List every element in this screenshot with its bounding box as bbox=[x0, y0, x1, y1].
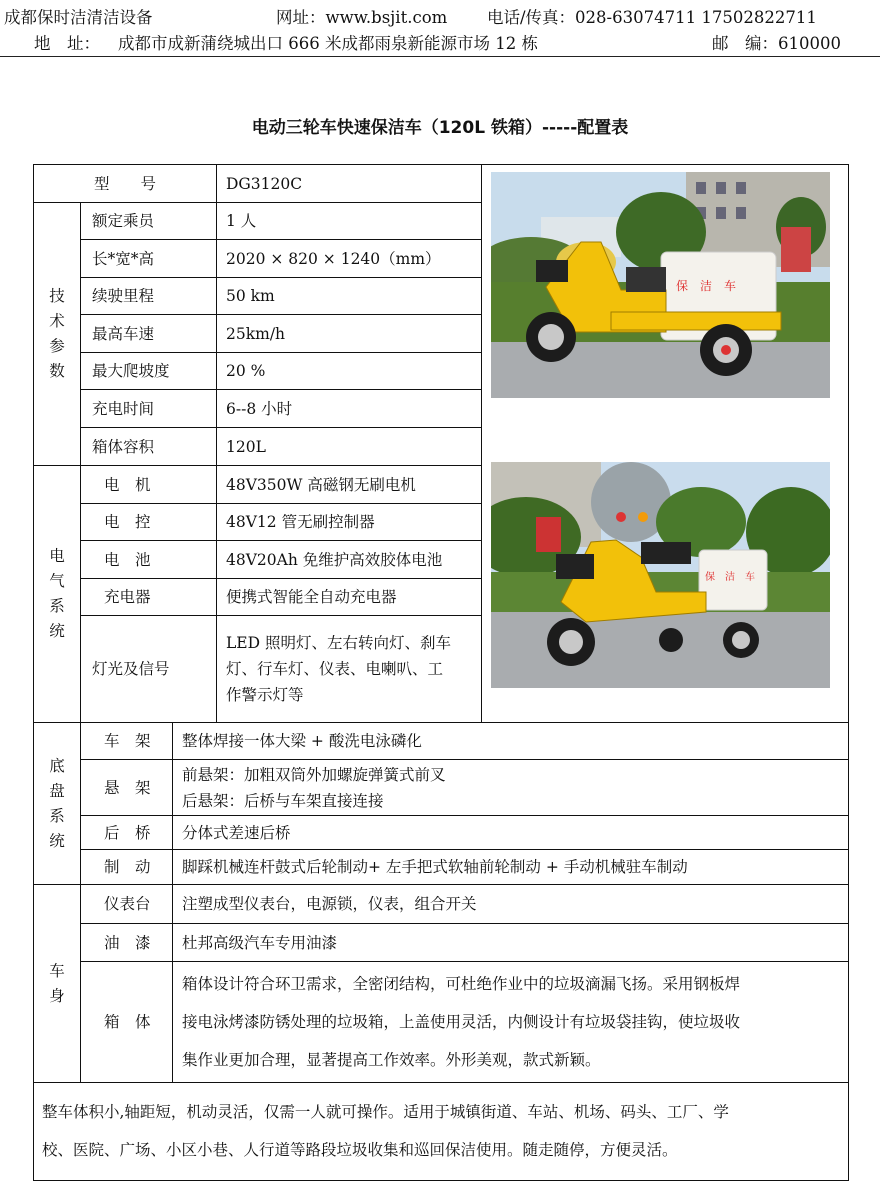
tech-label: 最大爬坡度 bbox=[92, 362, 170, 380]
tech-label: 箱体容积 bbox=[92, 437, 155, 456]
header-rule bbox=[0, 56, 880, 57]
tech-label: 长*宽*高 bbox=[92, 249, 155, 268]
vehicle-photo-side bbox=[491, 172, 830, 398]
chassis-value: 脚踩机械连杆鼓式后轮制动+ 左手把式软轴前轮制动 + 手动机械驻车制动 bbox=[182, 858, 688, 876]
electric-value: 48V350W 高磁钢无刷电机 bbox=[226, 475, 416, 494]
lights-value: LED 照明灯、左右转向灯、刹车 灯、行车灯、仪表、电喇叭、工 作警示灯等 bbox=[226, 634, 451, 704]
electric-value: 48V12 管无刷控制器 bbox=[226, 513, 375, 531]
address-label: 地 址： bbox=[34, 34, 100, 53]
company-name: 成都保时洁清洁设备 bbox=[4, 8, 153, 27]
electric-value: 便携式智能全自动充电器 bbox=[226, 588, 397, 606]
chassis-label: 制 动 bbox=[104, 858, 151, 876]
chassis-label: 悬 架 bbox=[104, 778, 151, 797]
suspension-value: 前悬架：加粗双筒外加螺旋弹簧式前叉 后悬架：后桥与车架直接连接 bbox=[182, 765, 446, 810]
tech-group-label: 技术参数 bbox=[49, 287, 65, 380]
body-label: 油 漆 bbox=[104, 933, 151, 952]
address: 成都市成新蒲绕城出口 666 米成都雨泉新能源市场 12 栋 bbox=[118, 34, 538, 53]
chassis-group-label: 底盘系统 bbox=[49, 756, 65, 850]
electric-label: 电 机 bbox=[104, 475, 151, 494]
vehicle-front-drawing bbox=[491, 462, 830, 688]
vehicle-side-drawing bbox=[491, 172, 830, 398]
website: 网址：www.bsjit.com bbox=[276, 8, 448, 27]
tech-value: 1 人 bbox=[226, 212, 257, 230]
vehicle-photo-front bbox=[491, 462, 830, 688]
photo-box-label-2: 保 洁 车 bbox=[705, 572, 755, 583]
model-label: 型 号 bbox=[93, 174, 156, 193]
tech-label: 额定乘员 bbox=[92, 212, 155, 230]
body-value: 注塑成型仪表台，电源锁，仪表，组合开关 bbox=[182, 895, 477, 913]
tech-value: 2020 × 820 × 1240（mm） bbox=[226, 249, 441, 268]
tech-label: 充电时间 bbox=[92, 399, 155, 418]
electric-label: 充电器 bbox=[104, 588, 151, 606]
tech-value: 20 % bbox=[226, 362, 266, 380]
chassis-label: 车 架 bbox=[104, 732, 151, 750]
box-description: 箱体设计符合环卫需求，全密闭结构，可杜绝作业中的垃圾滴漏飞扬。采用钢板焊 接电泳烤漆防锈处理的垃圾箱，上盖使用灵活，内侧设计有垃圾袋挂钩，使垃圾收 集作业更加合理，显著提高工作效率。外形美观，款式新颖。 bbox=[182, 975, 741, 1069]
tech-label: 最高车速 bbox=[92, 324, 155, 343]
electric-value: 48V20Ah 免维护高效胶体电池 bbox=[226, 550, 443, 569]
chassis-value: 整体焊接一体大梁 + 酸洗电泳磷化 bbox=[182, 732, 422, 750]
phone: 电话/传真：028-63074711 17502822711 bbox=[487, 8, 817, 27]
photo-box-label: 保 洁 车 bbox=[676, 279, 737, 293]
tech-value: 6--8 小时 bbox=[226, 399, 293, 418]
electric-label: 电 控 bbox=[104, 513, 151, 531]
tech-value: 25km/h bbox=[226, 324, 286, 343]
postcode: 邮 编：610000 bbox=[712, 34, 841, 53]
summary: 整车体积小,轴距短，机动灵活，仅需一人就可操作。适用于城镇街道、车站、机场、码头、工厂、学 校、医院、广场、小区小巷、人行道等路段垃圾收集和巡回保洁使用。随走随停，方便灵活。 bbox=[42, 1103, 729, 1159]
electric-label: 电 池 bbox=[104, 550, 151, 569]
tech-label: 续驶里程 bbox=[92, 287, 155, 305]
electric-group-label: 电气系统 bbox=[49, 547, 65, 640]
body-group-label: 车身 bbox=[49, 961, 65, 1005]
body-value: 杜邦高级汽车专用油漆 bbox=[182, 933, 338, 952]
body-label: 箱 体 bbox=[104, 1013, 151, 1031]
chassis-value: 分体式差速后桥 bbox=[182, 823, 291, 842]
tech-value: 120L bbox=[226, 437, 266, 456]
electric-label: 灯光及信号 bbox=[92, 660, 170, 678]
chassis-label: 后 桥 bbox=[104, 823, 151, 842]
page-title: 电动三轮车快速保洁车（120L 铁箱）-----配置表 bbox=[251, 118, 629, 138]
model-value: DG3120C bbox=[226, 174, 303, 193]
body-label: 仪表台 bbox=[104, 895, 151, 913]
tech-value: 50 km bbox=[226, 287, 275, 305]
